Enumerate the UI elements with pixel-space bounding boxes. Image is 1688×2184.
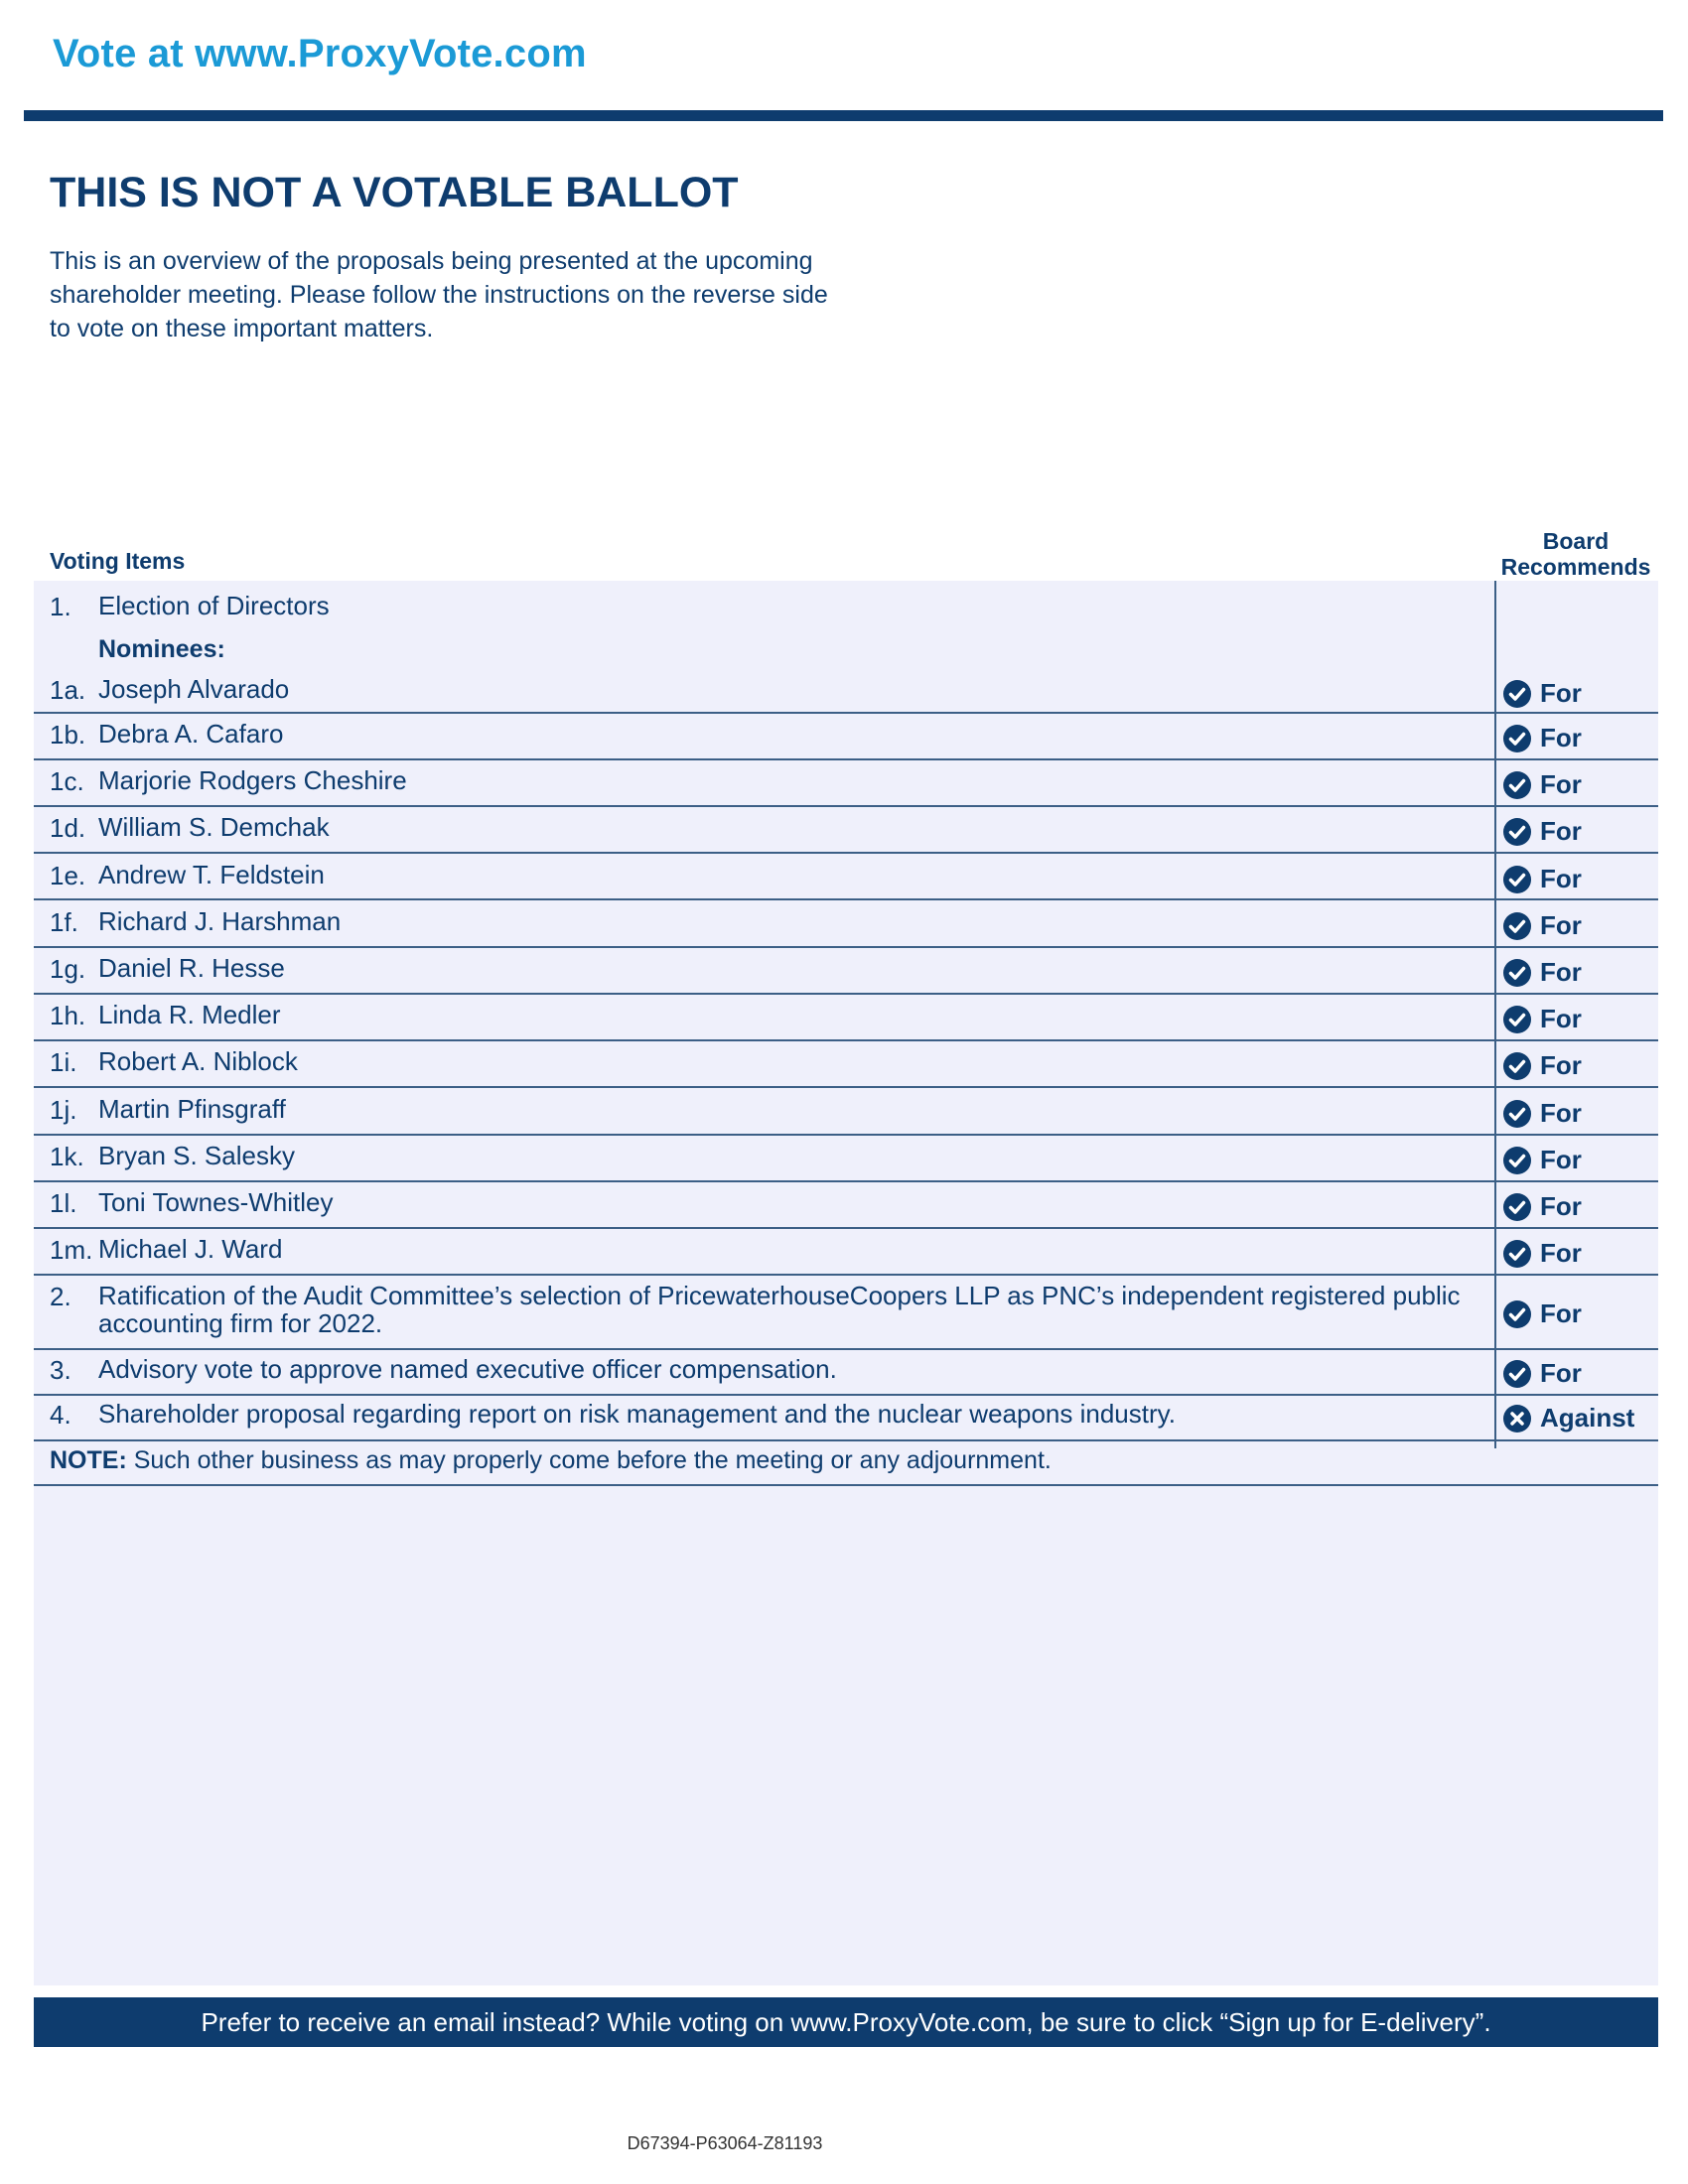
recommendation-label: For: [1540, 816, 1582, 846]
check-circle-icon: [1502, 770, 1532, 800]
item-number: 2.: [50, 1282, 71, 1311]
item-text: Joseph Alvarado: [98, 674, 290, 704]
row-divider: [34, 1348, 1658, 1350]
item-text: Michael J. Ward: [98, 1234, 283, 1264]
item-text: Robert A. Niblock: [98, 1046, 298, 1076]
voting-row: [34, 1142, 1658, 1177]
check-circle-icon: [1502, 1192, 1532, 1222]
board-recommendation: [1502, 1098, 1582, 1129]
item-number: 1g.: [50, 954, 86, 984]
item-text: Martin Pfinsgraff: [98, 1094, 286, 1124]
intro-paragraph: This is an overview of the proposals being presented at the upcoming shareholder meeting. Please follow the instructions on the reverse side to vote on these important matters.: [50, 247, 828, 342]
x-circle-icon: [1502, 1404, 1532, 1433]
item-number: 1e.: [50, 861, 86, 890]
row-divider: [34, 1394, 1658, 1396]
recommendation-label: For: [1540, 1050, 1582, 1080]
check-circle-icon: [1502, 724, 1532, 753]
check-circle-icon: [1502, 1146, 1532, 1175]
board-recommendation: [1502, 1145, 1582, 1175]
board-recommendation: [1502, 957, 1582, 988]
item-number: 1i.: [50, 1047, 77, 1077]
voting-row: [34, 1355, 1658, 1391]
page-title: THIS IS NOT A VOTABLE BALLOT: [50, 169, 739, 216]
item-text: Richard J. Harshman: [98, 906, 342, 936]
item-number: 4.: [50, 1400, 71, 1430]
board-recommendation: [1502, 1004, 1582, 1034]
voting-row: [34, 1282, 1658, 1343]
row-divider: [34, 946, 1658, 948]
board-recommendation: [1502, 1358, 1582, 1389]
recommendation-label: For: [1540, 1004, 1582, 1033]
voting-items-header: Voting Items: [50, 548, 186, 574]
row-divider: [34, 1180, 1658, 1182]
item-number: 1b.: [50, 720, 86, 750]
check-circle-icon: [1502, 1051, 1532, 1081]
item-number: 1a.: [50, 675, 86, 705]
check-circle-icon: [1502, 1099, 1532, 1129]
document-code: D67394-P63064-Z81193: [627, 2133, 823, 2153]
item-text: Advisory vote to approve named executive officer compensation.: [98, 1354, 837, 1384]
item-text: Andrew T. Feldstein: [98, 860, 325, 889]
recommendation-label: For: [1540, 723, 1582, 752]
check-circle-icon: [1502, 1299, 1532, 1329]
voting-row: [34, 861, 1658, 896]
board-recommends-line2: Recommends: [1500, 554, 1651, 580]
voting-row: [34, 1001, 1658, 1036]
row-divider: [34, 1227, 1658, 1229]
check-circle-icon: [1502, 865, 1532, 894]
item-number: 1j.: [50, 1095, 77, 1125]
board-recommendation: [1502, 723, 1582, 753]
check-circle-icon: [1502, 1239, 1532, 1269]
item-number: 1m.: [50, 1235, 93, 1265]
recommendation-label: For: [1540, 1298, 1582, 1328]
row-divider: [34, 898, 1658, 900]
item-text: Toni Townes-Whitley: [98, 1187, 334, 1217]
voting-row: [34, 1095, 1658, 1131]
voting-row: [34, 907, 1658, 943]
board-recommendation: [1502, 1298, 1582, 1329]
voting-row: [34, 1235, 1658, 1271]
board-recommendation: [1502, 1403, 1634, 1433]
item-text: Ratification of the Audit Committee’s selection of PricewaterhouseCoopers LLP as PNC’s independent registered public accounting firm for 2022.: [98, 1281, 1461, 1338]
note-text: Such other business as may properly come before the meeting or any adjournment.: [126, 1446, 1052, 1474]
item-number: 1l.: [50, 1188, 77, 1218]
recommendation-label: For: [1540, 864, 1582, 893]
check-circle-icon: [1502, 958, 1532, 988]
item-number: 1d.: [50, 813, 86, 843]
item-text: Linda R. Medler: [98, 1000, 281, 1029]
voting-row: [34, 1400, 1658, 1435]
item-text: Shareholder proposal regarding report on risk management and the nuclear weapons industry.: [98, 1399, 1176, 1429]
note-row: [50, 1446, 1052, 1475]
board-recommends-header: [1492, 528, 1659, 580]
board-recommendation: [1502, 1050, 1582, 1081]
top-rule: [24, 110, 1663, 121]
board-recommendation: [1502, 816, 1582, 847]
voting-row: [34, 766, 1658, 802]
item-text: Marjorie Rodgers Cheshire: [98, 765, 407, 795]
board-recommends-line1: Board: [1542, 528, 1610, 554]
vote-url-header: Vote at www.ProxyVote.com: [53, 32, 587, 75]
item-text: Debra A. Cafaro: [98, 719, 284, 749]
recommendation-label: For: [1540, 678, 1582, 708]
check-circle-icon: [1502, 679, 1532, 709]
recommendation-label: For: [1540, 1191, 1582, 1221]
check-circle-icon: [1502, 911, 1532, 941]
recommendation-label: For: [1540, 1145, 1582, 1174]
board-recommendation: [1502, 1191, 1582, 1222]
item-text: Daniel R. Hesse: [98, 953, 285, 983]
voting-row: [34, 1188, 1658, 1224]
item-number: 1k.: [50, 1142, 84, 1171]
row-divider: [34, 1274, 1658, 1276]
check-circle-icon: [1502, 1005, 1532, 1034]
voting-row: [34, 675, 1658, 711]
row-divider: [34, 712, 1658, 714]
row-divider: [34, 1484, 1658, 1486]
row-divider: [34, 993, 1658, 995]
recommendation-label: For: [1540, 1358, 1582, 1388]
recommendation-label: For: [1540, 769, 1582, 799]
recommendation-label: For: [1540, 1098, 1582, 1128]
recommendation-label: For: [1540, 1238, 1582, 1268]
board-recommendation: [1502, 910, 1582, 941]
row-divider: [34, 1039, 1658, 1041]
item-number: 1h.: [50, 1001, 86, 1030]
item-text: Bryan S. Salesky: [98, 1141, 295, 1170]
voting-row: [34, 1047, 1658, 1083]
board-recommendation: [1502, 864, 1582, 894]
e-delivery-text: Prefer to receive an email instead? While voting on www.ProxyVote.com, be sure to click “Sign up for E-delivery”.: [201, 2006, 1491, 2037]
recommendation-label: For: [1540, 957, 1582, 987]
recommendation-label: For: [1540, 910, 1582, 940]
check-circle-icon: [1502, 1359, 1532, 1389]
row-divider: [34, 1439, 1658, 1441]
board-recommendation: [1502, 769, 1582, 800]
item-number: 1.: [50, 592, 71, 621]
row-divider: [34, 1086, 1658, 1088]
nominees-label: Nominees:: [98, 635, 225, 663]
row-divider: [34, 852, 1658, 854]
row-divider: [34, 805, 1658, 807]
item-number: 3.: [50, 1355, 71, 1385]
e-delivery-banner: [34, 1997, 1658, 2047]
note-label: NOTE:: [50, 1446, 127, 1474]
item-number: 1f.: [50, 907, 78, 937]
item-text: Election of Directors: [98, 591, 330, 620]
board-recommendation: [1502, 678, 1582, 709]
row-divider: [34, 758, 1658, 760]
voting-row: [34, 954, 1658, 990]
row-divider: [34, 1134, 1658, 1136]
item-number: 1c.: [50, 766, 84, 796]
board-recommendation: [1502, 1238, 1582, 1269]
recommendation-label: Against: [1540, 1403, 1635, 1433]
voting-row: [34, 720, 1658, 755]
check-circle-icon: [1502, 817, 1532, 847]
voting-row: [34, 813, 1658, 849]
item-text: William S. Demchak: [98, 812, 330, 842]
